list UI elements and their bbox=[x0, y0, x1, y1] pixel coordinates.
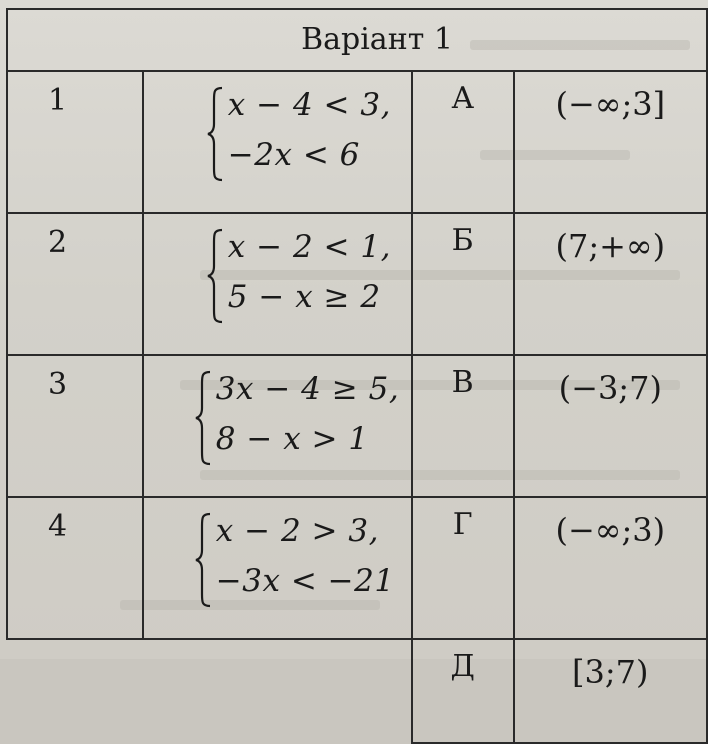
system-3 bbox=[194, 362, 404, 474]
system-4 bbox=[194, 504, 404, 616]
inequality-line: 5 − x ≥ 2 bbox=[227, 279, 381, 315]
row-number: 1 bbox=[7, 71, 143, 213]
brace-icon bbox=[194, 512, 212, 608]
answer-letter: Г bbox=[412, 497, 514, 639]
answer-interval: (−∞;3] bbox=[514, 71, 707, 213]
inequality-line: −2x < 6 bbox=[227, 137, 360, 173]
inequality-system bbox=[143, 213, 412, 355]
answer-interval: (−∞;3) bbox=[514, 497, 707, 639]
empty-cell bbox=[7, 639, 143, 743]
row-number: 3 bbox=[7, 355, 143, 497]
inequality-line: 8 − x > 1 bbox=[215, 421, 369, 457]
table-row bbox=[7, 71, 707, 213]
inequality-line: x − 2 < 1, bbox=[227, 229, 391, 265]
answer-interval: (7;+∞) bbox=[514, 213, 707, 355]
inequality-line: 3x − 4 ≥ 5, bbox=[215, 371, 400, 407]
table-row bbox=[7, 355, 707, 497]
system-2 bbox=[206, 220, 416, 332]
row-number: 4 bbox=[7, 497, 143, 639]
table-row bbox=[7, 497, 707, 639]
brace-icon bbox=[206, 86, 224, 182]
inequality-line: −3x < −21 bbox=[215, 563, 395, 599]
answer-letter: В bbox=[412, 355, 514, 497]
brace-icon bbox=[206, 228, 224, 324]
answer-letter: Б bbox=[412, 213, 514, 355]
table-row bbox=[7, 213, 707, 355]
table-row bbox=[7, 639, 707, 743]
inequality-system bbox=[143, 355, 412, 497]
matching-table bbox=[6, 8, 708, 744]
table-title: Варіант 1 bbox=[7, 9, 707, 71]
empty-cell bbox=[143, 639, 412, 743]
inequality-system bbox=[143, 71, 412, 213]
inequality-system bbox=[143, 497, 412, 639]
answer-letter: Д bbox=[412, 639, 514, 743]
answer-interval: [3;7) bbox=[514, 639, 707, 743]
brace-icon bbox=[194, 370, 212, 466]
answer-interval: (−3;7) bbox=[514, 355, 707, 497]
system-1 bbox=[206, 78, 416, 190]
row-number: 2 bbox=[7, 213, 143, 355]
answer-letter: А bbox=[412, 71, 514, 213]
inequality-line: x − 4 < 3, bbox=[227, 87, 391, 123]
inequality-line: x − 2 > 3, bbox=[215, 513, 379, 549]
